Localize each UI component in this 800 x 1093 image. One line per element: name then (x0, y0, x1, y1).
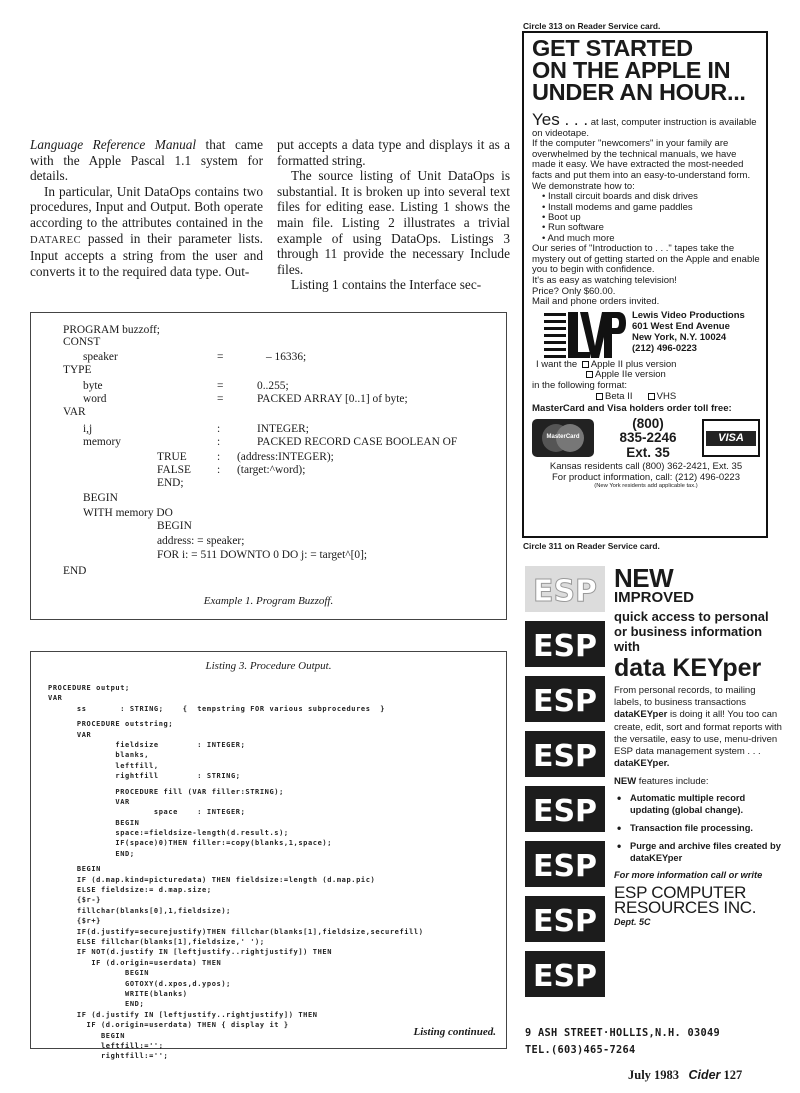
body-text: From personal records, to mailing labels, to business transactions (614, 685, 756, 709)
headline-line: GET STARTED (532, 35, 693, 61)
body-text: is doing it all! You too can create, edit, sort and format reports with the versatile, easy to use, menu-driven ESP data management system . . . (614, 709, 782, 758)
checkbox-apple-iie[interactable] (586, 371, 593, 378)
code-line: INTEGER; (257, 423, 309, 435)
code-line: BEGIN (48, 969, 150, 978)
code-line: space : INTEGER; (48, 808, 246, 817)
more-info: For more information call or write (614, 870, 763, 881)
code-line: fieldsize : INTEGER; (48, 740, 246, 749)
info-line: For product information, call: (212) 496-0223 (552, 471, 740, 483)
magazine-name: Cider (688, 1068, 721, 1082)
code-line: (address:INTEGER); (237, 451, 334, 463)
article-paragraph (30, 184, 263, 280)
code-line: BEGIN (48, 1031, 126, 1040)
bullet-item: • Boot up (542, 213, 760, 223)
example-1-box (30, 312, 507, 620)
phone-number: 835-2246 (619, 430, 677, 446)
code-line: fillchar(blanks[0],1,fieldsize); (48, 906, 231, 915)
ad-bullets (542, 192, 760, 244)
kansas-line: Kansas residents call (800) 362-2421, Ext. 35 (549, 461, 743, 473)
intro-text: at last, computer instruction is available on videotape. (532, 117, 757, 139)
esp-logo-icon (525, 786, 605, 832)
svg-text:ESP: ESP (532, 629, 598, 664)
code-line: PROCEDURE fill (VAR filler:STRING); (48, 787, 284, 796)
features-heading (614, 776, 784, 787)
code-line: TRUE (157, 451, 187, 463)
esp-logo-icon (525, 841, 605, 887)
code-line: PROCEDURE outstring; (48, 720, 174, 729)
esp-logo-icon (525, 731, 605, 777)
code-line: PACKED RECORD CASE BOOLEAN OF (257, 436, 458, 448)
ad-tagline: quick access to personal or business information with (614, 609, 769, 654)
code-line: END (63, 565, 87, 577)
code-line: FOR i: = 511 DOWNTO 0 DO j: = target^[0]; (157, 549, 368, 561)
listing-3-box (30, 651, 507, 1061)
code-line: blanks, (48, 751, 150, 760)
svg-text:ESP: ESP (532, 959, 598, 994)
tollfree-line: MasterCard and Visa holders order toll free: (532, 403, 732, 415)
esp-logo (525, 951, 605, 997)
example-1-caption: Example 1. Program Buzzoff. (203, 595, 334, 607)
code-line: memory (83, 436, 121, 448)
code-line: IF (d.origin=userdata) THEN { display it } (48, 1021, 289, 1030)
code-line: VAR (48, 694, 63, 703)
esp-ad (614, 563, 784, 927)
svg-text:ESP: ESP (532, 849, 598, 884)
ad-intro (532, 110, 760, 139)
esp-logo (525, 731, 605, 777)
code-line: VAR (48, 797, 130, 806)
code-line: BEGIN (83, 492, 118, 504)
company-block (532, 310, 760, 360)
reader-service-313: Circle 313 on Reader Service card. (523, 21, 661, 31)
page-folio (628, 1068, 742, 1083)
ad-headline (532, 37, 760, 103)
svg-text:ESP: ESP (532, 794, 598, 829)
visa-text: VISA (706, 431, 756, 446)
code-line: speaker (83, 351, 118, 363)
article-paragraph: put accepts a data type and displays it as a formatted string. (277, 137, 510, 168)
code-line: – 16336; (266, 351, 307, 363)
price-line: Price? Only $60.00. (532, 285, 616, 297)
paragraph-text: that came with the Apple Pascal 1.1 system for details. (30, 137, 263, 184)
lvp-logo-graphic (544, 310, 626, 360)
listing-3-code (48, 683, 503, 1062)
code-line: IF (d.origin=userdata) THEN (48, 958, 222, 967)
phone-ext: Ext. 35 (626, 444, 670, 460)
article-paragraph: Listing 1 contains the Interface sec- (291, 277, 482, 293)
esp-logo-icon (525, 621, 605, 667)
lvp-logo (544, 310, 626, 360)
bullet-item: • Run software (542, 223, 760, 233)
phone-area: (800) (632, 415, 664, 431)
article-column-right (277, 137, 510, 293)
headline-line: ON THE APPLE IN (532, 57, 731, 83)
paragraph-text: In particular, Unit DataOps contains two procedures, Input and Output. Both operate according to the attributes contained in the (30, 183, 263, 230)
ad-new: NEW (614, 563, 674, 593)
esp-logo-icon (525, 566, 605, 612)
option-label: Beta II (605, 390, 633, 402)
dept: Dept. 5C (614, 916, 651, 927)
code-line: : (217, 436, 221, 448)
company-line: ESP COMPUTER (614, 882, 747, 902)
ad-paragraph: It's as easy as watching television! (532, 274, 677, 286)
code-line: PACKED ARRAY [0..1] of byte; (257, 393, 408, 405)
article-column-left (30, 137, 263, 293)
listing-continued: Listing continued. (413, 1026, 496, 1038)
code-line: IF NOT(d.justify IN [leftjustify..rightjustify]) THEN (48, 948, 333, 957)
code-line: VAR (48, 730, 92, 739)
code-line: word (83, 393, 107, 405)
code-line: leftfill, (48, 761, 159, 770)
article-body (30, 137, 510, 293)
code-line: END; (157, 477, 184, 489)
format-line (594, 392, 760, 403)
esp-logo (525, 841, 605, 887)
code-line: WRITE(blanks) (48, 989, 188, 998)
ad-paragraph: Our series of "Introduction to . . ." tapes take the mystery out of getting started on the Apple and enable you to begin with confidence. (532, 243, 760, 276)
code-line: (target:^word); (237, 464, 306, 476)
checkbox-vhs[interactable] (648, 393, 655, 400)
code-line: IF(space)0)THEN filler:=copy(blanks,1,space); (48, 839, 333, 848)
checkbox-apple-ii-plus[interactable] (582, 361, 589, 368)
page-number: 127 (723, 1068, 743, 1082)
esp-logo (525, 566, 605, 612)
code-line: WITH memory DO (83, 507, 173, 519)
company-phone: (212) 496-0223 (632, 343, 697, 355)
format-label: in the following format: (532, 379, 628, 391)
company-line: RESOURCES INC. (614, 897, 757, 917)
code-line: IF (d.justify IN [leftjustify..rightjustify]) THEN (48, 1010, 318, 1019)
order-phone (619, 417, 676, 461)
want-label: I want the (536, 358, 578, 370)
feature-list (614, 793, 784, 864)
code-line: {$r+} (48, 917, 101, 926)
street-address: 9 ASH STREET·HOLLIS,N.H. 03049 (525, 1027, 720, 1039)
paragraph-text: passed in their parameter lists. Input accepts a string from the user and converts it to the required data type. Out- (30, 230, 263, 279)
product-name: data KEYper (614, 654, 762, 682)
company-address (632, 310, 745, 355)
issue-date: July 1983 (628, 1068, 680, 1082)
svg-text:ESP: ESP (532, 904, 598, 939)
code-line: : (217, 423, 221, 435)
code-line: IF(d.justify=securejustify)THEN fillchar(blanks[1],fieldsize,securefill) (48, 927, 424, 936)
features-rest: features include: (636, 776, 709, 788)
bullet-item: • Install modems and game paddles (542, 203, 760, 213)
company-street: 601 West End Avenue (632, 320, 730, 332)
mail-line: Mail and phone orders invited. (532, 296, 660, 308)
code-line: space:=fieldsize-length(d.result.s); (48, 829, 289, 838)
esp-logo-icon (525, 951, 605, 997)
code-line: = (217, 393, 224, 405)
visa-logo (702, 419, 760, 457)
code-line: rightfill:=''; (48, 1052, 169, 1061)
bullet-item: • Install circuit boards and disk drives (542, 192, 760, 202)
payment-row (532, 417, 760, 461)
code-line: ELSE fillchar(blanks[1],fieldsize,' '); (48, 937, 265, 946)
code-line: i,j (83, 423, 93, 435)
code-line: ELSE fieldsize:= d.map.size; (48, 886, 212, 895)
code-line: {$r-} (48, 896, 101, 905)
code-line: address: = speaker; (157, 535, 245, 547)
lewis-video-ad (522, 31, 768, 538)
article-paragraph: The source listing of Unit DataOps is substantial. It is broken up into several text files for editing ease. Listing 1 shows the main file. Listing 2 illustrates a trivial example of using DataOps. Listings 3 through 11 provide the necessary Include files. (277, 168, 510, 277)
code-line: byte (83, 380, 103, 392)
product-inline: dataKEYper. (614, 758, 670, 770)
code-line: GOTOXY(d.xpos,d.ypos); (48, 979, 231, 988)
product-inline: dataKEYper (614, 709, 668, 721)
ad-improved: IMPROVED (614, 589, 695, 606)
ad-body (614, 685, 784, 770)
ad-paragraph: If the computer "newcomers" in your family are overwhelmed by the technical manuals, we have made it easy. We have extracted the most-needed facts and put them into an easy-to-understand form. We demonstrate how to: (532, 138, 751, 192)
option-label: Apple II plus version (590, 358, 677, 370)
esp-company-logotype (614, 882, 784, 917)
manual-title: Language Reference Manual (30, 137, 197, 152)
esp-logo (525, 621, 605, 667)
tax-note: (New York residents add applicable tax.) (594, 483, 698, 490)
reader-service-311: Circle 311 on Reader Service card. (523, 541, 660, 551)
headline-line: UNDER AN HOUR... (532, 79, 746, 105)
article-paragraph (30, 137, 263, 184)
option-label: VHS (656, 390, 677, 402)
esp-logo-icon (525, 676, 605, 722)
code-line: rightfill : STRING; (48, 772, 241, 781)
bullet-item: • And much more (542, 234, 760, 244)
feature-item: • Transaction file processing. (614, 823, 784, 835)
company-name: Lewis Video Productions (632, 309, 745, 321)
code-line: PROGRAM buzzoff; (63, 324, 160, 336)
svg-text:ESP: ESP (532, 739, 598, 774)
code-line: 0..255; (257, 380, 289, 392)
esp-address (525, 1025, 720, 1059)
datarec-term: DATAREC (30, 234, 82, 246)
esp-logo-column (525, 566, 607, 1006)
option-label: Apple IIe version (595, 369, 666, 381)
code-line: END; (48, 849, 135, 858)
feature-item: • Purge and archive files created by dataKEYper (614, 841, 784, 865)
code-line: IF (d.map.kind=picturedata) THEN fieldsize:=length (d.map.pic) (48, 875, 376, 884)
listing-3-title: Listing 3. Procedure Output. (205, 660, 332, 672)
telephone: TEL.(603)465-7264 (525, 1044, 636, 1056)
yes-word: Yes . . . (532, 110, 589, 129)
mastercard-text: MasterCard (546, 434, 580, 441)
code-line: END; (48, 1000, 145, 1009)
code-line: = (217, 351, 224, 363)
code-line: = (217, 380, 224, 392)
code-line: BEGIN (48, 865, 101, 874)
company-city: New York, N.Y. 10024 (632, 332, 727, 344)
code-line: : (217, 451, 221, 463)
mastercard-logo (532, 419, 594, 457)
code-line: leftfill:=''; (48, 1041, 164, 1050)
esp-logo-icon (525, 896, 605, 942)
esp-logo (525, 896, 605, 942)
esp-logo (525, 786, 605, 832)
feature-item: • Automatic multiple record updating (global change). (614, 793, 784, 817)
code-line: : (217, 464, 221, 476)
code-line: TYPE (63, 364, 92, 376)
code-line: PROCEDURE output; (48, 684, 130, 692)
code-line: BEGIN (157, 520, 192, 532)
code-line: VAR (63, 406, 86, 418)
code-line: FALSE (157, 464, 191, 476)
features-new: NEW (614, 776, 637, 788)
code-line: ss : STRING; { tempstring FOR various subprocedures } (48, 704, 386, 713)
code-line: CONST (63, 336, 101, 348)
code-line: BEGIN (48, 818, 140, 827)
svg-text:ESP: ESP (532, 684, 598, 719)
svg-text:ESP: ESP (532, 574, 598, 609)
checkbox-beta[interactable] (596, 393, 603, 400)
esp-logo (525, 676, 605, 722)
